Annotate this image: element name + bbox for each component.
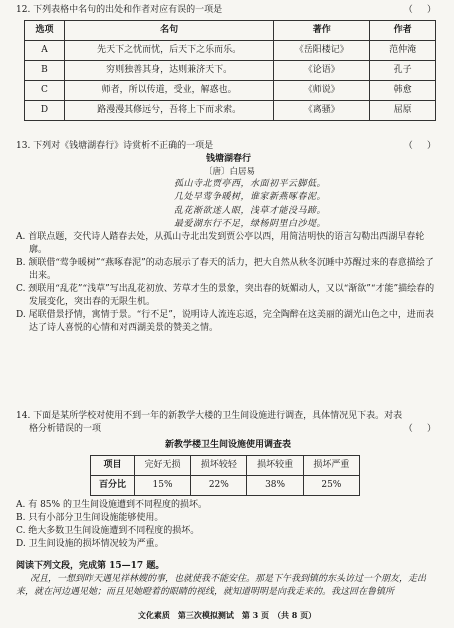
q12-stem [16, 4, 440, 17]
survey-table-block [16, 439, 440, 496]
q13-stem-text: 13. 下列对《钱塘湖春行》诗赏析不正确的一项是 [16, 141, 214, 151]
table-row [25, 41, 436, 61]
survey-header-cell: 损坏严重 [303, 456, 359, 476]
q13-stem [16, 140, 440, 153]
poem-line: 几处早莺争暖树，谁家新燕啄春泥。 [174, 192, 327, 203]
table-row [25, 101, 436, 121]
q14-option-d: D. 卫生间设施的损坏情况较为严重。 [16, 539, 164, 550]
survey-header-cell: 损坏较重 [247, 456, 303, 476]
q14-option-a: A. 有 85% 的卫生间设施遭到不同程度的损坏。 [16, 500, 207, 511]
q14-stem-text: 格分析错误的一项 [29, 424, 102, 435]
q12-table [24, 20, 436, 121]
table-cell: 先天下之忧而忧，后天下之乐而乐。 [64, 41, 273, 61]
survey-header-cell: 项目 [91, 456, 135, 476]
q12-stem-text: 12. 下列表格中名句的出处和作者对应有误的一项是 [16, 5, 223, 15]
q13-option-b: B. 颔联借“莺争暖树”“燕啄春泥”的动态展示了春天的活力，把大自然从秋冬沉睡中苏醒过来的春意描绘了出来。 [16, 257, 434, 281]
table-cell: 孔子 [370, 61, 436, 81]
q12-header-cell: 著作 [274, 21, 370, 41]
q12-header-cell: 作者 [370, 21, 436, 41]
table-cell: 《离骚》 [274, 101, 370, 121]
q13-option-a: A. 首联点题，交代诗人踏春去处，从孤山寺北出发到贾公亭以西，用简洁明快的语言勾勒出西湖早春轮廓。 [16, 231, 425, 255]
survey-value-cell: 22% [191, 476, 247, 496]
table-cell: 《论语》 [274, 61, 370, 81]
table-cell: 范仲淹 [370, 41, 436, 61]
q12-table-header [25, 21, 436, 41]
table-row [25, 81, 436, 101]
table-cell: A [25, 41, 65, 61]
table-cell: 路漫漫其修远兮，吾将上下而求索。 [64, 101, 273, 121]
q14-stem-line2 [16, 423, 440, 436]
q12-header-cell: 名句 [64, 21, 273, 41]
survey-header-cell: 损坏较轻 [191, 456, 247, 476]
survey-table-title: 新教学楼卫生间设施使用调查表 [164, 440, 291, 451]
poem-author: 〔唐〕白居易 [204, 167, 256, 178]
q13-option-c: C. 颈联用“乱花”“浅草”写出乱花初放、芳草才生的景象，突出春的妩媚动人，又以“渐欲”“才能”描绘春的发展变化，突出春的无限生机。 [16, 283, 435, 307]
q14-option-c: C. 绝大多数卫生间设施遭到不同程度的损坏。 [16, 526, 200, 537]
table-cell: 穷则独善其身，达则兼济天下。 [64, 61, 273, 81]
q12-header-cell: 选项 [25, 21, 65, 41]
poem-body [174, 178, 440, 230]
table-cell: 屈原 [370, 101, 436, 121]
survey-value-cell: 38% [247, 476, 303, 496]
poem-title: 钱塘湖春行 [206, 154, 252, 165]
table-row [25, 61, 436, 81]
reading-heading: 阅读下列文段，完成第 15—17 题。 [16, 561, 165, 571]
q14-stem-line1: 14. 下面是某所学校对使用不到一年的新教学大楼的卫生间设施进行调查，具体情况见下表。对表 [16, 411, 403, 421]
table-cell: 《岳阳楼记》 [274, 41, 370, 61]
q12-answer-paren: （ ） [403, 5, 436, 15]
table-cell: 韩愈 [370, 81, 436, 101]
table-cell: C [25, 81, 65, 101]
q14-answer-paren: （ ） [403, 424, 436, 435]
survey-value-cell: 25% [303, 476, 359, 496]
survey-header-cell: 完好无损 [134, 456, 190, 476]
q14-option-b: B. 只有小部分卫生间设施能够使用。 [16, 513, 164, 524]
table-cell: 师者，所以传道，受业，解惑也。 [64, 81, 273, 101]
survey-value-cell: 15% [134, 476, 190, 496]
poem-line: 乱花渐欲迷人眼，浅草才能没马蹄。 [174, 205, 327, 216]
table-cell: D [25, 101, 65, 121]
q13-option-d: D. 尾联借景抒情，寓情于景。“行不足”，说明诗人流连忘返，完全陶醉在这美丽的湖光山色之中，进而表达了诗人喜悦的心情和对西湖美景的赞美之情。 [16, 309, 434, 333]
table-cell: 《师说》 [274, 81, 370, 101]
question-14 [16, 410, 440, 551]
q13-answer-paren: （ ） [403, 141, 436, 151]
survey-row-label: 百分比 [91, 476, 135, 496]
survey-table [90, 455, 360, 496]
survey-table-header [91, 456, 360, 476]
table-cell: B [25, 61, 65, 81]
question-13 [16, 140, 440, 335]
reading-passage: 况且，一想到昨天遇见祥林嫂的事，也就使我不能安住。那是下午我到镇的东头访过一个朋友，走出来，就在河边遇见她；而且见她瞪着的眼睛的视线，就知道明明是向我走来的。我这回在鲁镇所 [16, 574, 427, 598]
question-12 [16, 4, 440, 121]
poem-line: 最爱湖东行不足，绿杨阴里白沙堤。 [174, 218, 327, 229]
poem-line: 孤山寺北贾亭西，水面初平云脚低。 [174, 179, 327, 190]
reading-section [16, 560, 440, 599]
table-row [91, 476, 360, 496]
page-footer: 文化素质 第三次模拟测试 第 3 页 （共 8 页） [137, 610, 317, 621]
